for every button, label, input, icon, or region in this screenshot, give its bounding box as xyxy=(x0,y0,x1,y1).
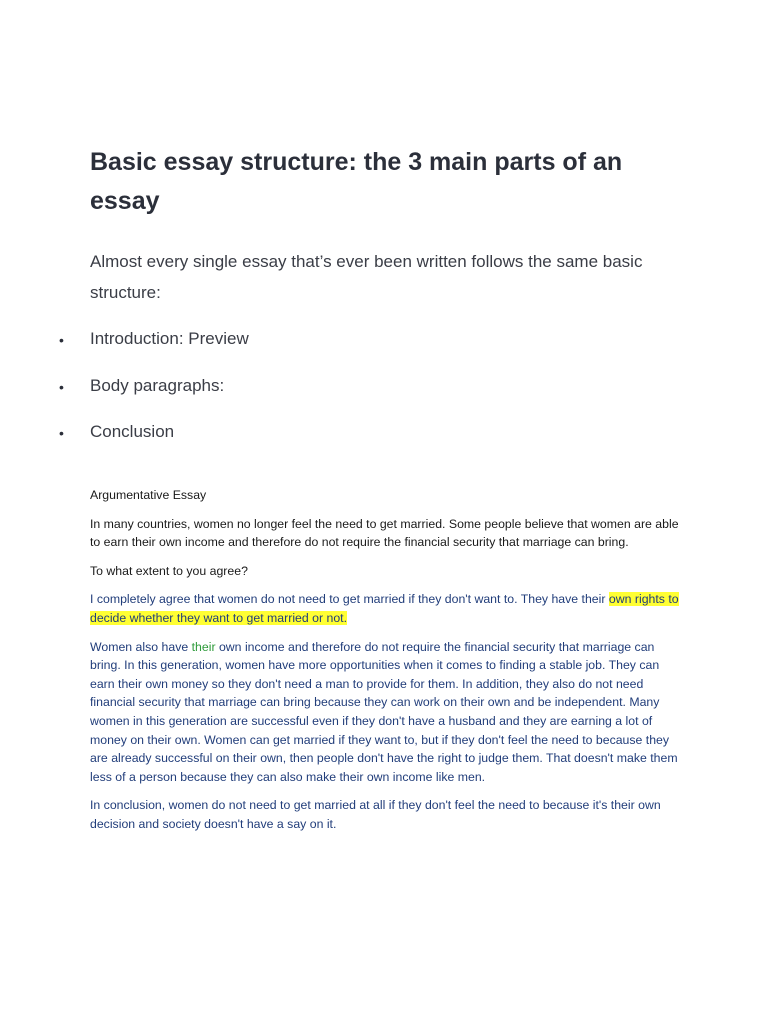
list-item-text: Body paragraphs: xyxy=(90,375,225,395)
bullet-icon: • xyxy=(59,378,64,395)
essay-paragraph-body xyxy=(90,638,682,787)
bullet-icon: • xyxy=(59,332,64,348)
structure-list xyxy=(0,324,700,464)
paragraph-text: own income and therefore do not require the financial security that marriage can bring. In this generation, women have more opportunities when it comes to finding a stable job. They can earn their own money so they don't need a man to provide for them. In addition, they also do not need financial security that marriage can bring because they can work on their own and be independent. Many women in this generation are successful even if they don't have a husband and they are earning a lot of money on their own. Women can get married if they want to, but if they don't feel the need to because they are already successful on their own, then people don't have the right to judge them. That doesn't make them less of a person because they can also make their own income like men. xyxy=(90,639,678,784)
list-item xyxy=(0,324,700,371)
list-item xyxy=(0,371,700,418)
page-heading: Basic essay structure: the 3 main parts of an essay xyxy=(90,148,623,215)
essay-title: Argumentative Essay xyxy=(90,488,207,502)
essay-paragraph-conclusion: In conclusion, women do not need to get married at all if they don't feel the need to because it's their own decision and society doesn't have a say on it. xyxy=(90,798,661,831)
list-item-text: Introduction: Preview xyxy=(90,329,249,348)
bullet-icon: • xyxy=(59,425,64,441)
green-word: their xyxy=(191,639,216,654)
paragraph-text: I completely agree that women do not need to get married if they don't want to. They have their xyxy=(90,592,609,607)
list-item xyxy=(0,417,700,464)
list-item-text: Conclusion xyxy=(90,422,175,441)
highlighted-text: own rights to decide whether they want to get married or not. xyxy=(90,592,679,625)
essay-question: To what extent to you agree? xyxy=(90,563,248,578)
paragraph-text: Women also have xyxy=(90,639,192,654)
essay-paragraph-intro xyxy=(90,590,682,627)
essay-block xyxy=(90,486,682,844)
essay-prompt: In many countries, women no longer feel the need to get married. Some people believe that women are able to earn their own income and therefore do not require the financial security that marriage can bring. xyxy=(90,516,679,550)
intro-paragraph: Almost every single essay that’s ever been written follows the same basic structure: xyxy=(90,252,643,302)
